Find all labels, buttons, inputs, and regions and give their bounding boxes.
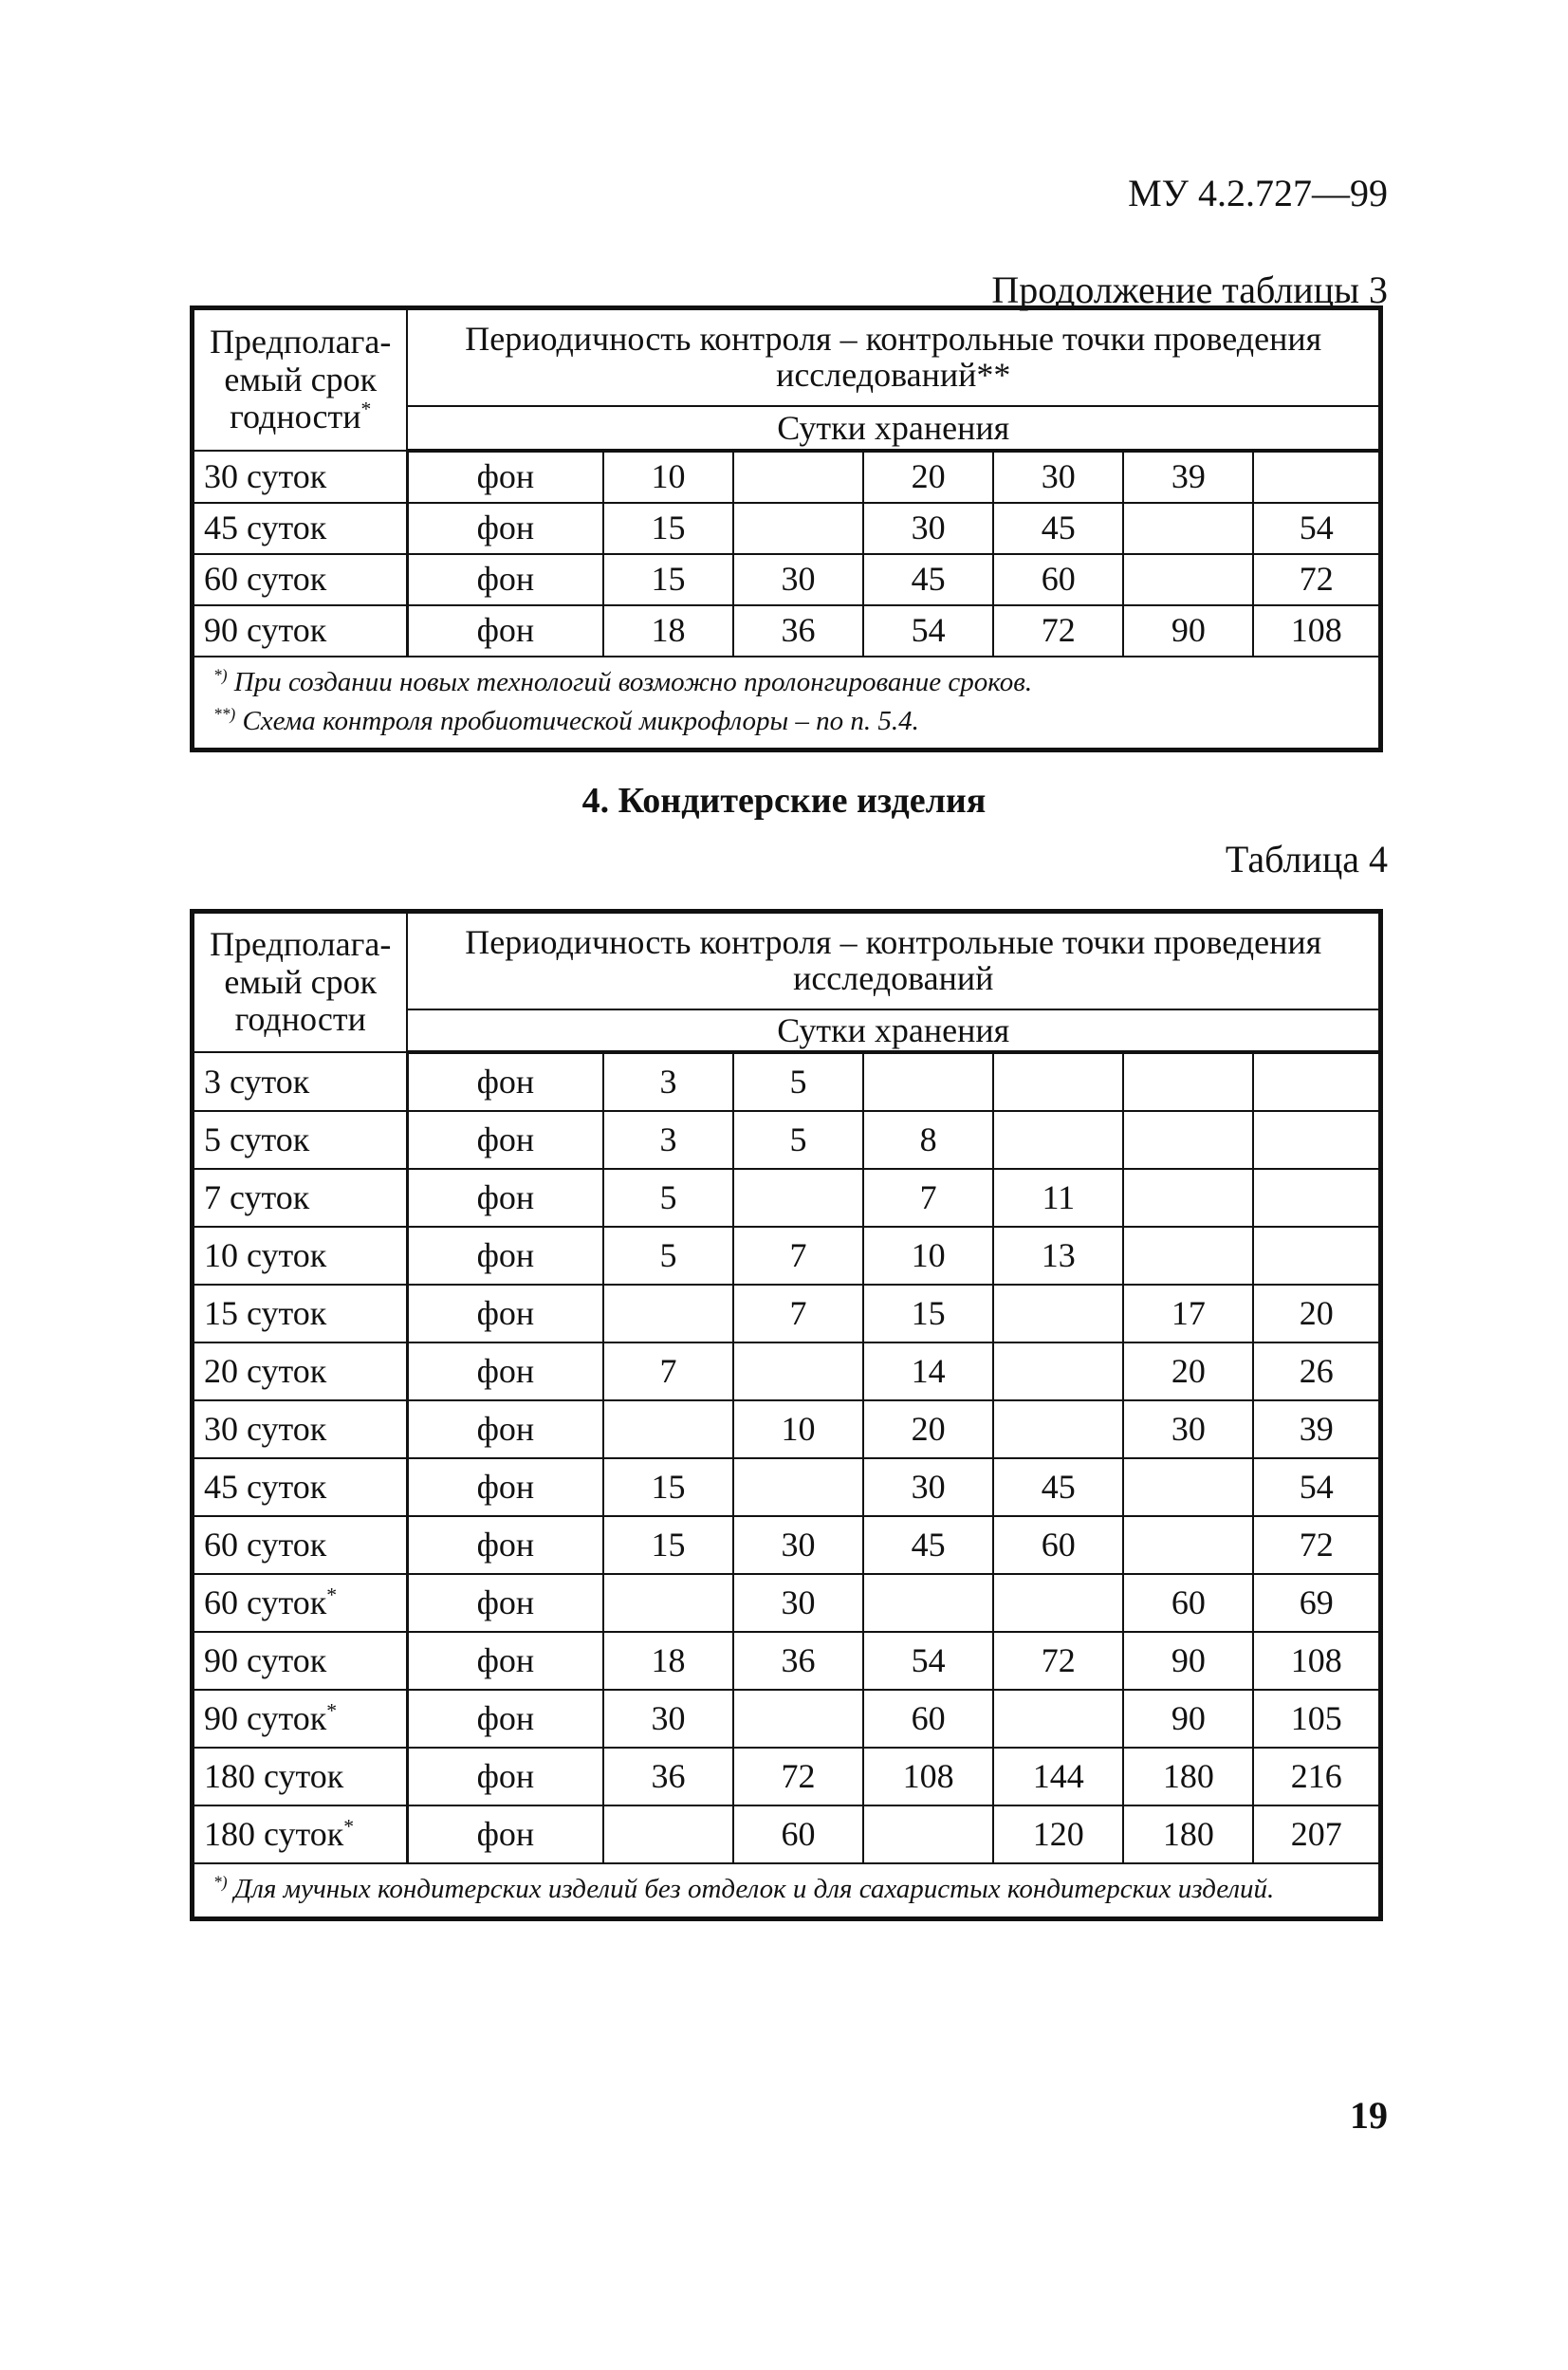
document-code: МУ 4.2.727—99 [1128,172,1388,214]
day-cell [603,1400,733,1458]
shelf-life-cell: 45 суток [193,1458,408,1516]
day-cell: 90 [1123,605,1253,657]
day-cell [1253,1052,1380,1111]
day-cell: 18 [603,605,733,657]
background-cell: фон [407,1169,602,1227]
storage-days-header: Сутки хранения [407,1009,1380,1052]
background-cell: фон [407,1690,602,1748]
day-cell: 5 [733,1052,863,1111]
footnote-mark: * [343,1815,355,1839]
day-cell [863,1052,993,1111]
table-continuation-label: Продолжение таблицы 3 [991,268,1388,311]
day-cell: 7 [863,1169,993,1227]
background-cell: фон [407,1227,602,1285]
table-4-label: Таблица 4 [1225,838,1388,880]
day-cell [733,1342,863,1400]
shelf-life-cell: 30 суток [193,451,408,503]
shelf-life-cell: 60 суток [193,1516,408,1574]
day-cell [1253,451,1380,503]
day-cell: 105 [1253,1690,1380,1748]
day-cell: 39 [1123,451,1253,503]
day-cell: 72 [733,1748,863,1805]
day-cell [1123,1111,1253,1169]
day-cell: 54 [1253,1458,1380,1516]
day-cell: 20 [1253,1285,1380,1342]
shelf-life-cell: 45 суток [193,503,408,554]
day-cell [1253,1111,1380,1169]
day-cell [733,503,863,554]
day-cell: 26 [1253,1342,1380,1400]
shelf-life-cell: 180 суток* [193,1805,408,1863]
day-cell [733,1458,863,1516]
table-row [193,1052,1381,1111]
table-row [193,451,1381,503]
day-cell: 8 [863,1111,993,1169]
table-row [193,1632,1381,1690]
day-cell: 60 [863,1690,993,1748]
day-cell [603,1574,733,1632]
background-cell: фон [407,451,602,503]
day-cell: 72 [1253,554,1380,605]
background-cell: фон [407,1574,602,1632]
background-cell: фон [407,1400,602,1458]
day-cell: 54 [1253,503,1380,554]
day-cell [993,1285,1123,1342]
table-row [193,1748,1381,1805]
day-cell: 13 [993,1227,1123,1285]
day-cell: 180 [1123,1805,1253,1863]
day-cell: 54 [863,1632,993,1690]
table-row [193,503,1381,554]
day-cell: 90 [1123,1632,1253,1690]
day-cell [1123,1458,1253,1516]
day-cell [1123,554,1253,605]
day-cell: 14 [863,1342,993,1400]
day-cell: 20 [863,1400,993,1458]
table-row [193,605,1381,657]
day-cell: 69 [1253,1574,1380,1632]
day-cell: 15 [863,1285,993,1342]
day-cell [993,1111,1123,1169]
day-cell [1253,1227,1380,1285]
day-cell: 15 [603,554,733,605]
table-4-body [193,1052,1381,1863]
shelf-life-cell: 60 суток [193,554,408,605]
day-cell [1253,1169,1380,1227]
background-cell: фон [407,1458,602,1516]
day-cell [733,451,863,503]
day-cell: 15 [603,503,733,554]
table-row [193,1574,1381,1632]
day-cell [1123,1169,1253,1227]
day-cell: 10 [733,1400,863,1458]
day-cell: 15 [603,1516,733,1574]
background-cell: фон [407,554,602,605]
day-cell: 216 [1253,1748,1380,1805]
day-cell [993,1690,1123,1748]
day-cell: 10 [863,1227,993,1285]
background-cell: фон [407,1632,602,1690]
day-cell: 15 [603,1458,733,1516]
table-4 [190,909,1383,1921]
background-cell: фон [407,503,602,554]
day-cell: 7 [733,1285,863,1342]
day-cell: 10 [603,451,733,503]
table-row [193,1111,1381,1169]
day-cell: 11 [993,1169,1123,1227]
day-cell: 30 [993,451,1123,503]
day-cell [733,1690,863,1748]
day-cell: 45 [993,1458,1123,1516]
day-cell: 108 [863,1748,993,1805]
table-row [193,1169,1381,1227]
footnote-mark: * [326,1699,338,1723]
day-cell: 30 [733,1516,863,1574]
day-cell: 5 [603,1169,733,1227]
table-row [193,1516,1381,1574]
table-row [193,1227,1381,1285]
shelf-life-cell: 180 суток [193,1748,408,1805]
table-3-continuation [190,306,1383,752]
footnote-2: **) Схема контроля пробиотической микрофлоры – по п. 5.4. [213,703,919,736]
day-cell: 30 [863,503,993,554]
background-cell: фон [407,1052,602,1111]
day-cell: 72 [1253,1516,1380,1574]
day-cell [863,1805,993,1863]
background-cell: фон [407,1748,602,1805]
background-cell: фон [407,1111,602,1169]
day-cell [993,1574,1123,1632]
table-row [193,1400,1381,1458]
day-cell: 45 [863,1516,993,1574]
day-cell: 90 [1123,1690,1253,1748]
day-cell: 60 [993,554,1123,605]
storage-days-header: Сутки хранения [407,406,1380,451]
term-column-header: Предполага-емый срок годности [193,912,408,1053]
shelf-life-cell: 10 суток [193,1227,408,1285]
day-cell [1123,1516,1253,1574]
shelf-life-cell: 90 суток* [193,1690,408,1748]
day-cell: 5 [603,1227,733,1285]
background-cell: фон [407,1805,602,1863]
day-cell: 17 [1123,1285,1253,1342]
day-cell: 39 [1253,1400,1380,1458]
day-cell [603,1285,733,1342]
shelf-life-cell: 90 суток [193,1632,408,1690]
footnote-mark: * [326,1583,338,1607]
day-cell [1123,1227,1253,1285]
shelf-life-cell: 90 суток [193,605,408,657]
day-cell: 30 [733,554,863,605]
shelf-life-cell: 30 суток [193,1400,408,1458]
shelf-life-cell: 20 суток [193,1342,408,1400]
shelf-life-cell: 5 суток [193,1111,408,1169]
page-number: 19 [1350,2094,1388,2137]
day-cell: 54 [863,605,993,657]
background-cell: фон [407,605,602,657]
footnote-mark: * [360,398,372,421]
shelf-life-cell: 7 суток [193,1169,408,1227]
day-cell: 108 [1253,605,1380,657]
day-cell: 36 [603,1748,733,1805]
day-cell: 60 [1123,1574,1253,1632]
day-cell [733,1169,863,1227]
day-cell [603,1805,733,1863]
background-cell: фон [407,1285,602,1342]
day-cell: 144 [993,1748,1123,1805]
day-cell [993,1342,1123,1400]
day-cell: 108 [1253,1632,1380,1690]
shelf-life-cell: 3 суток [193,1052,408,1111]
day-cell: 72 [993,605,1123,657]
day-cell: 7 [733,1227,863,1285]
day-cell: 30 [603,1690,733,1748]
shelf-life-cell: 15 суток [193,1285,408,1342]
day-cell: 5 [733,1111,863,1169]
day-cell: 60 [733,1805,863,1863]
day-cell: 36 [733,1632,863,1690]
table-row [193,1342,1381,1400]
day-cell: 3 [603,1052,733,1111]
background-cell: фон [407,1342,602,1400]
day-cell: 30 [733,1574,863,1632]
day-cell: 18 [603,1632,733,1690]
periodicity-header: Периодичность контроля – контрольные точки проведения исследований [407,912,1380,1010]
day-cell: 3 [603,1111,733,1169]
table-4-footnote: *) Для мучных кондитерских изделий без отделок и для сахаристых кондитерских изделий. [193,1863,1381,1918]
day-cell: 180 [1123,1748,1253,1805]
day-cell: 120 [993,1805,1123,1863]
table-row [193,1458,1381,1516]
shelf-life-cell: 60 суток* [193,1574,408,1632]
background-cell: фон [407,1516,602,1574]
day-cell: 30 [1123,1400,1253,1458]
day-cell: 45 [863,554,993,605]
day-cell: 45 [993,503,1123,554]
day-cell [863,1574,993,1632]
day-cell: 36 [733,605,863,657]
day-cell: 20 [863,451,993,503]
day-cell: 7 [603,1342,733,1400]
day-cell: 20 [1123,1342,1253,1400]
day-cell: 207 [1253,1805,1380,1863]
section-title: 4. Кондитерские изделия [581,781,987,821]
table-row [193,1805,1381,1863]
table-row [193,1690,1381,1748]
day-cell: 72 [993,1632,1123,1690]
day-cell: 60 [993,1516,1123,1574]
table-3-footnotes [193,657,1381,750]
term-column-header: Предполага-емый срок годности* [193,308,408,452]
day-cell [1123,503,1253,554]
footnote-1: *) При создании новых технологий возможно пролонгирование сроков. [213,665,1033,697]
day-cell [993,1400,1123,1458]
day-cell [993,1052,1123,1111]
table-3-body [193,451,1381,657]
table-row [193,554,1381,605]
periodicity-header: Периодичность контроля – контрольные точки проведения исследований** [407,308,1380,407]
day-cell [1123,1052,1253,1111]
table-row [193,1285,1381,1342]
day-cell: 30 [863,1458,993,1516]
